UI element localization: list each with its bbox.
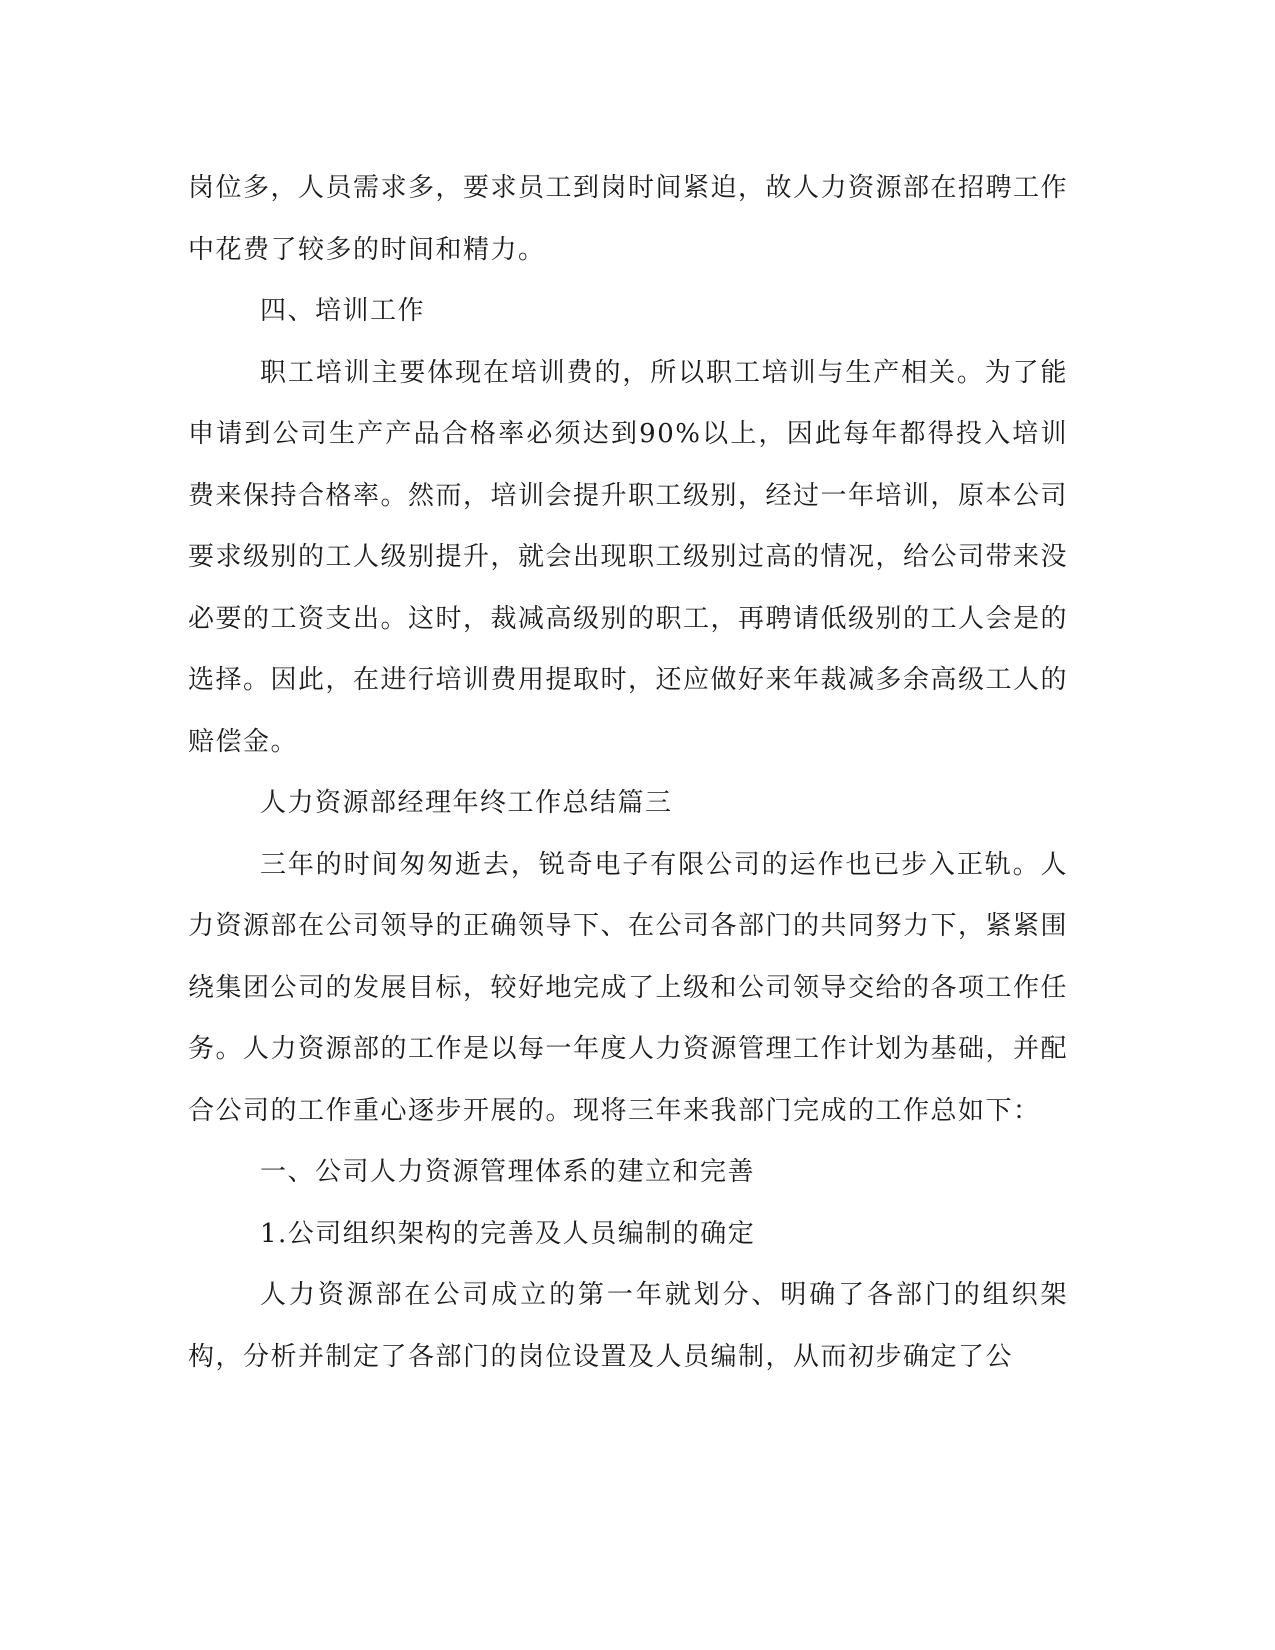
heading-hr-system: 一、公司人力资源管理体系的建立和完善 (260, 1157, 756, 1187)
document-body (188, 158, 1068, 1388)
paragraph-org-structure: 人力资源部在公司成立的第一年就划分、明确了各部门的组织架构，分析并制定了各部门的岗位设置及人员编制，从而初步确定了公 (188, 1280, 1068, 1372)
subheading-org-structure: 1.公司组织架构的完善及人员编制的确定 (260, 1218, 756, 1249)
paragraph-three-years-intro: 三年的时间匆匆逝去，锐奇电子有限公司的运作也已步入正轨。人力资源部在公司领导的正确领导下、在公司各部门的共同努力下，紧紧围绕集团公司的发展目标，较好地完成了上级和公司领导交给的各项工作任务。人力资源部的工作是以每一年度人力资源管理工作计划为基础，并配合公司的工作重心逐步开展的。现将三年来我部门完成的工作总如下： (188, 849, 1069, 1126)
paragraph-recruitment-continued: 岗位多，人员需求多，要求员工到岗时间紧迫，故人力资源部在招聘工作中花费了较多的时间和精力。 (188, 173, 1069, 265)
heading-summary-part-three: 人力资源部经理年终工作总结篇三 (260, 788, 673, 818)
heading-training-work: 四、培训工作 (260, 296, 426, 326)
paragraph-training: 职工培训主要体现在培训费的，所以职工培训与生产相关。为了能申请到公司生产产品合格率必须达到90%以上，因此每年都得投入培训费来保持合格率。然而，培训会提升职工级别，经过一年培训，原本公司要求级别的工人级别提升，就会出现职工级别过高的情况，给公司带来没必要的工资支出。这时，裁减高级别的职工，再聘请低级别的工人会是的选择。因此，在进行培训费用提取时，还应做好来年裁减多余高级工人的赔偿金。 (188, 357, 1069, 757)
